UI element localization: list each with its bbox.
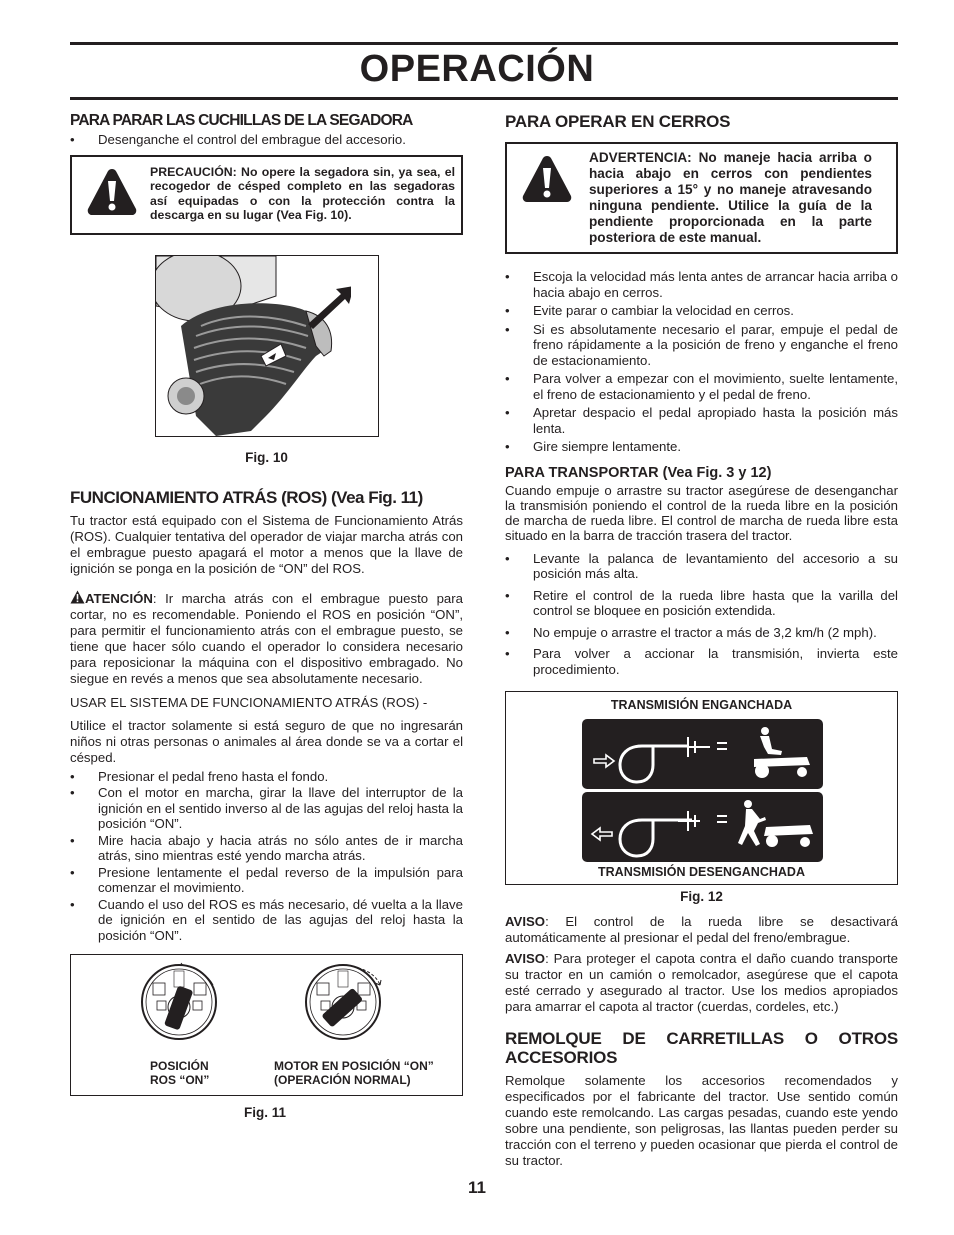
- notice-2: AVISO: Para proteger el capota contra el daño cuando transporte su tractor en un camión o remolcador, asegúrese que el capota esté cerrado y asegurado al tractor. Use los medios apropiados para amarrar el capota al tractor (cuerdas, cordeles, etc.): [505, 951, 898, 1014]
- ros-usage-intro: Utilice el tractor solamente si está seguro de que no ingresarán niños ni otras personas o animales al área donde se va a cortar el césped.: [70, 717, 463, 765]
- page-number: 11: [468, 1178, 486, 1197]
- ros-heading: FUNCIONAMIENTO ATRÁS (ROS) (Vea Fig. 11): [70, 487, 423, 507]
- caution-text: PRECAUCIÓN: No opere la segadora sin, ya sea, el recogedor de césped completo en las segadoras así equipadas o con la protección contra la descarga en su lugar (Vea Fig. 10).: [150, 164, 455, 222]
- blades-heading: PARA PARAR LAS CUCHILLAS DE LA SEGADORA: [70, 112, 413, 129]
- attention-icon: [70, 591, 85, 606]
- transport-heading: PARA TRANSPORTAR (Vea Fig. 3 y 12): [505, 464, 772, 481]
- caution-box: [70, 155, 463, 235]
- blades-list: [70, 132, 463, 148]
- list-item: • No empuje o arrastre el tractor a más de 3,2 km/h (2 mph).: [505, 625, 898, 641]
- list-item: • Apretar despacio el pedal apropiado hasta la posición más lenta.: [505, 405, 898, 436]
- list-item: • Retire el control de la rueda libre hasta que la varilla del control se bloquee en posición extendida.: [505, 588, 898, 619]
- ros-on-switch-icon: [142, 963, 216, 1039]
- towing-heading: REMOLQUE DE CARRETILLAS O OTROS ACCESORIOS: [505, 1029, 898, 1067]
- list-item: • Cuando el uso del ROS es más necesario, dé vuelta a la llave de ignición en el sentido de las agujas del reloj hasta la posición “ON”.: [70, 897, 463, 944]
- fig11-label-left: POSICIÓN ROS “ON”: [150, 1059, 210, 1087]
- freewheel-diagram: [582, 719, 823, 862]
- transmission-engaged-label: TRANSMISIÓN ENGANCHADA: [610, 698, 793, 712]
- list-item: • Para volver a empezar con el movimiento, suelte lentamente, el freno de estacionamiento y el pedal de freno.: [505, 371, 898, 402]
- ros-attention: [70, 590, 463, 687]
- ros-usage-title: USAR EL SISTEMA DE FUNCIONAMIENTO ATRÁS (ROS) -: [70, 694, 428, 710]
- list-item: • Con el motor en marcha, girar la llave del interruptor de la ignición en el sentido inverso al de las agujas del reloj hasta la posición “ON”.: [70, 785, 463, 832]
- figure-12: [505, 691, 898, 885]
- list-item: • Presionar el pedal freno hasta el fondo.: [70, 769, 463, 785]
- ros-intro: Tu tractor está equipado con el Sistema de Funcionamiento Atrás (ROS). Cualquier tentativa del operador de viajar marcha atrás con el embrague puesto apagará el motor a menos que la llave de ignición se ponga en la posición de “ON” del ROS.: [70, 512, 463, 576]
- top-rule: [70, 42, 898, 45]
- towing-text: Remolque solamente los accesorios recomendados y especificados por el fabricante del tractor. Use sentido común cuando este remolcando. Las cargas pesadas, cuando este yendo sobre una pendiente, son peligrosas, las llantas pueden perder su tracción con el terreno y pueden ocasionar que pierda el control de su tractor.: [505, 1073, 898, 1168]
- attention-label: ATENCIÓN: [85, 590, 153, 606]
- title-underline: [70, 97, 898, 100]
- ignition-switch-illustration: [71, 955, 462, 1055]
- page-title: OPERACIÓN: [359, 48, 595, 90]
- list-item: • Evite parar o cambiar la velocidad en cerros.: [505, 303, 898, 319]
- list-item: • Levante la palanca de levantamiento del accesorio a su posición más alta.: [505, 551, 898, 582]
- list-item: • Para volver a accionar la transmisión, invierta este procedimiento.: [505, 646, 898, 677]
- attention-text: : Ir marcha atrás con el embrague puesto para cortar, no es recomendable. Poniendo el ROS en posición “ON”, para permitir el funcionamiento atrás con el embrague puesto, se tiene que hacer sólo cuando el operador lo considera necesario para reposicionar la máquina con el dispositivo embragado. No siegue en revés a menos que sea absolutamente necesario.: [70, 590, 463, 686]
- transport-intro: Cuando empuje o arrastre su tractor asegúrese de desenganchar la transmisión poniendo el control de la rueda libre en la posición de marcha de rueda libre. El control de marcha de rueda libre esta situado en la barra de tracción trasera del tractor.: [505, 482, 898, 543]
- fig10-caption: Fig. 10: [245, 449, 288, 465]
- transport-list: [505, 551, 898, 678]
- fig11-label-right: MOTOR EN POSICIÓN “ON” (OPERACIÓN NORMAL): [274, 1059, 434, 1087]
- engine-on-switch-icon: [306, 965, 381, 1039]
- list-item: • Escoja la velocidad más lenta antes de arrancar hacia arriba o hacia abajo en cerros.: [505, 269, 898, 300]
- hills-heading: PARA OPERAR EN CERROS: [505, 112, 731, 131]
- figure-11: [70, 954, 463, 1096]
- hills-list: [505, 269, 898, 455]
- list-item: • Gire siempre lentamente.: [505, 439, 898, 455]
- figure-10: [155, 255, 379, 437]
- warning-box: [505, 142, 898, 254]
- fig11-caption: Fig. 11: [244, 1105, 287, 1120]
- warning-text: ADVERTENCIA: No maneje hacia arriba o hacia abajo en cerros con pendientes superiores a 15° y no maneje atravesando ninguna pendiente. Utilice la guía de la pendiente proporcionada en la parte posteriora de este manual.: [589, 150, 872, 245]
- warning-triangle-icon: [521, 154, 573, 209]
- mower-discharge-illustration: [156, 256, 378, 436]
- fig12-caption: Fig. 12: [680, 889, 723, 904]
- list-item: • Presione lentamente el pedal reverso de la impulsión para comenzar el movimiento.: [70, 865, 463, 896]
- left-column: [70, 112, 463, 1120]
- right-column: [505, 112, 898, 1169]
- ros-steps: [70, 769, 463, 944]
- list-item: • Si es absolutamente necesario el parar, empuje el pedal de freno rápidamente a la posición de freno y enganche el freno de estacionamiento.: [505, 322, 898, 369]
- list-item: • Desenganche el control del embrague del accesorio.: [70, 132, 463, 148]
- warning-triangle-icon: [86, 167, 138, 222]
- list-item: • Mire hacia abajo y hacia atrás no sólo antes de ir marcha atrás, sino mientras esté yendo marcha atrás.: [70, 833, 463, 864]
- transmission-disengaged-label: TRANSMISIÓN DESENGANCHADA: [598, 865, 805, 879]
- notice-1: AVISO: El control de la rueda libre se desactivará automáticamente al presionar el pedal del freno/embrague.: [505, 914, 898, 945]
